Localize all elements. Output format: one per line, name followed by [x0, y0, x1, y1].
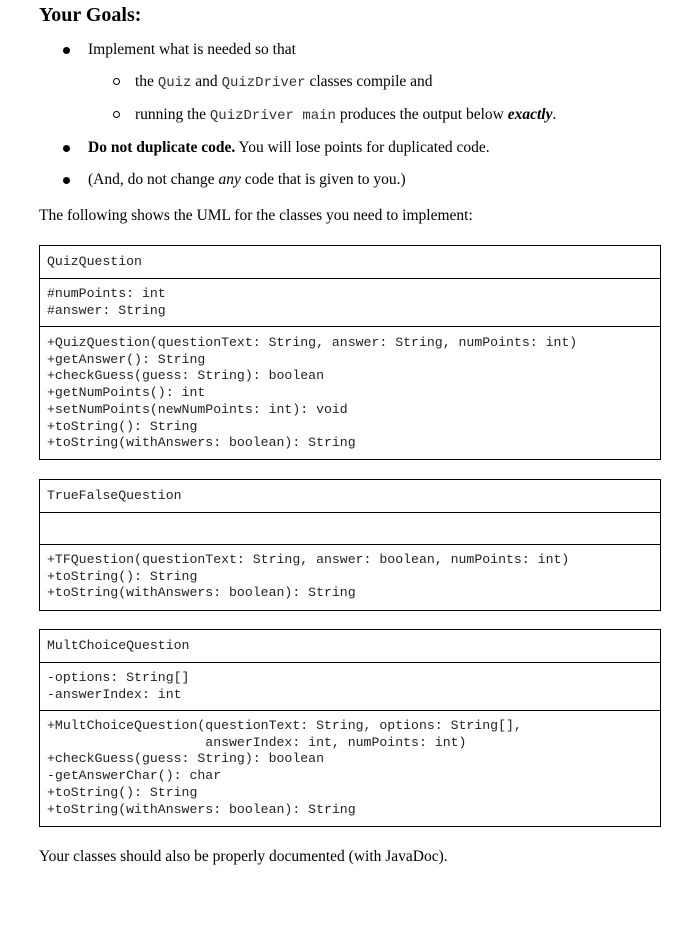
code-quizdriver: QuizDriver	[221, 75, 306, 91]
uml-methods: +QuizQuestion(questionText: String, answer: String, numPoints: int) +getAnswer(): String +checkGuess(guess: String): boolean +getNumPoints(): int +setNumPoints(newNumPoints: int): void +toString(): String +toString(withAnswers: boolean): String	[40, 326, 660, 459]
code-quiz: Quiz	[157, 75, 192, 91]
goal-implement: Implement what is needed so that	[88, 41, 296, 58]
uml-class-name: TrueFalseQuestion	[47, 488, 182, 503]
uml-quiz-question	[39, 245, 661, 460]
sub-bullet-circle	[113, 111, 120, 118]
bullet-dot	[63, 145, 70, 152]
goal-compile: the Quiz and QuizDriver classes compile and	[135, 73, 433, 91]
page-title: Your Goals:	[39, 4, 142, 26]
goal-no-duplicate: Do not duplicate code. You will lose points for duplicated code.	[88, 139, 490, 156]
uml-class-name: QuizQuestion	[47, 254, 142, 269]
uml-fields: #numPoints: int #answer: String	[40, 278, 660, 326]
code-quizdriver-main: QuizDriver main	[209, 108, 336, 124]
uml-true-false-question	[39, 479, 661, 611]
bullet-dot	[63, 177, 70, 184]
uml-methods: +TFQuestion(questionText: String, answer: boolean, numPoints: int) +toString(): String +toString(withAnswers: boolean): String	[40, 544, 660, 610]
uml-class-name: MultChoiceQuestion	[47, 638, 190, 653]
goal-no-change: (And, do not change any code that is given to you.)	[88, 171, 406, 188]
sub-bullet-circle	[113, 78, 120, 85]
goal-output: running the QuizDriver main produces the output below exactly.	[135, 106, 557, 124]
uml-mult-choice-question	[39, 629, 661, 827]
uml-fields	[40, 512, 660, 544]
uml-methods: +MultChoiceQuestion(questionText: String, options: String[], answerIndex: int, numPoints: int) +checkGuess(guess: String): boolean -getAnswerChar(): char +toString(): String +toString(withAnswers: boolean): String	[40, 710, 660, 826]
footer-note: Your classes should also be properly documented (with JavaDoc).	[39, 848, 448, 865]
uml-fields: -options: String[] -answerIndex: int	[40, 662, 660, 710]
uml-intro: The following shows the UML for the classes you need to implement:	[39, 207, 473, 224]
bullet-dot	[63, 47, 70, 54]
